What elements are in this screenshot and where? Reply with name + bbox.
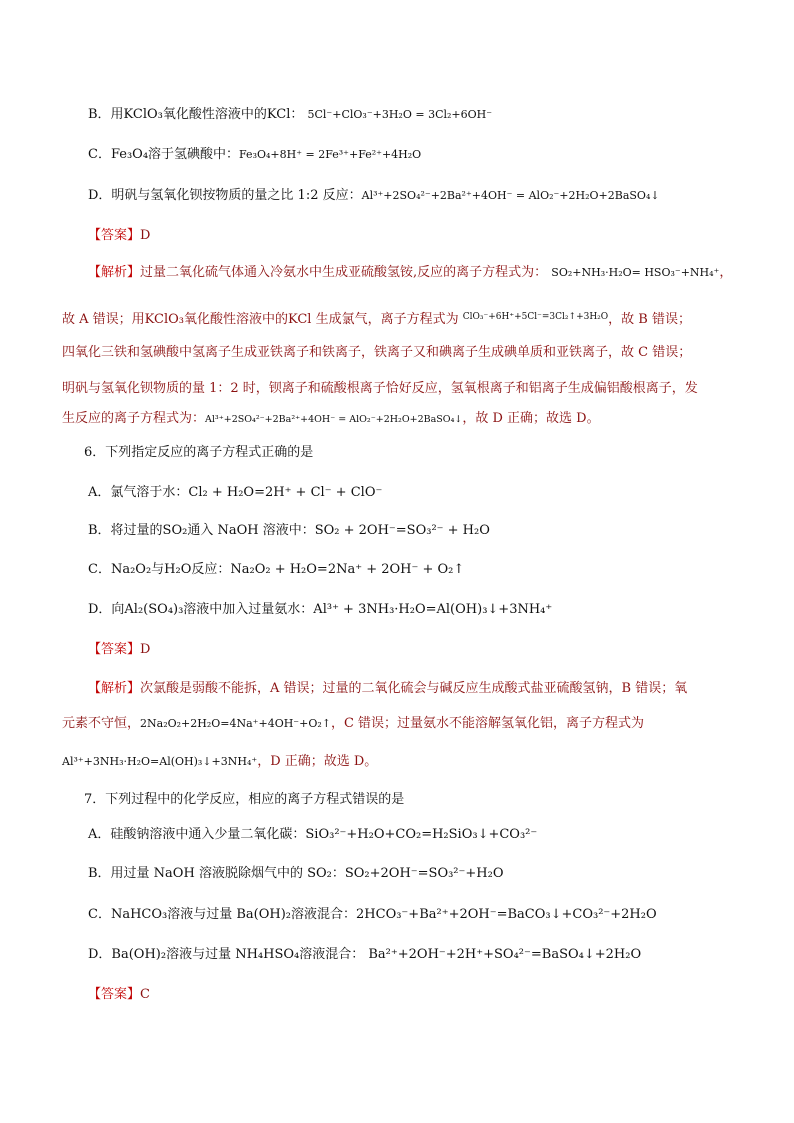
analysis-line: 四氧化三铁和氢碘酸中氢离子生成亚铁离子和铁离子，铁离子又和碘离子生成碘单质和亚铁离子，故 C 错误； [62,345,692,360]
analysis-text: ，D 正确；故选 D。 [257,754,378,769]
analysis-text: ，故 B 错误； [608,312,691,327]
equation: Al³⁺+3NH₃·H₂O=Al(OH)₃↓+3NH₄⁺ [62,755,258,768]
answer [88,641,150,659]
analysis-text: 次氯酸是弱酸不能拆，A 错误；过量的二氧化硫会与碱反应生成酸式盐亚硫酸氢钠，B 错误；氧 [140,681,688,696]
answer-value: D [140,642,151,657]
equation: 2Na₂O₂+2H₂O=4Na⁺+4OH⁻+O₂↑ [140,717,331,730]
answer-label: 【答案】 [88,642,141,657]
option-text: C．Fe₃O₄溶于氢碘酸中： [88,147,240,162]
question-stem: 6．下列指定反应的离子方程式正确的是 [84,445,314,460]
option-d [88,187,660,205]
analysis-line [62,715,644,733]
option-b [88,106,492,124]
option-c [88,146,421,164]
option-text: B．用KClO₃氧化酸性溶液中的KCl： [88,107,304,122]
answer-label: 【答案】 [88,987,141,1002]
question-stem: 7．下列过程中的化学反应，相应的离子方程式错误的是 [84,792,405,807]
analysis-text: 生反应的离子方程式为： [62,411,206,426]
analysis-text: ， [719,265,733,280]
option-a: A．硅酸钠溶液中通入少量二氧化碳：SiO₃²⁻+H₂O+CO₂=H₂SiO₃↓+CO₃²⁻ [88,827,538,842]
option-b: B．用过量 NaOH 溶液脱除烟气中的 SO₂：SO₂+2OH⁻=SO₃²⁻+H₂O [88,866,504,881]
answer-label: 【答案】 [88,228,141,243]
analysis-line [62,308,691,329]
analysis-line: 明矾与氢氧化钡物质的量 1：2 时，钡离子和硫酸根离子恰好反应，氢氧根离子和铝离子生成偏铝酸根离子，发 [62,381,698,396]
answer-value: C [140,987,150,1002]
analysis-text: 元素不守恒， [62,716,141,731]
analysis-line [62,410,600,429]
analysis-text: 故 A 错误；用KClO₃氧化酸性溶液中的KCl 生成氯气，离子方程式为 [62,312,459,327]
equation: Al³⁺+2SO₄²⁻+2Ba²⁺+4OH⁻ = AlO₂⁻+2H₂O+2BaSO₄↓ [361,189,660,202]
option-c: C．NaHCO₃溶液与过量 Ba(OH)₂溶液混合：2HCO₃⁻+Ba²⁺+2OH⁻=BaCO₃↓+CO₃²⁻+2H₂O [88,907,657,922]
equation: Al³⁺+2SO₄²⁻+2Ba²⁺+4OH⁻ = AlO₂⁻+2H₂O+2BaSO₄↓ [205,414,463,425]
option-d: D．Ba(OH)₂溶液与过量 NH₄HSO₄溶液混合： Ba²⁺+2OH⁻+2H⁺+SO₄²⁻=BaSO₄↓+2H₂O [88,947,642,962]
analysis-text: 过量二氧化硫气体通入冷氨水中生成亚硫酸氢铵,反应的离子方程式为： [140,265,548,280]
analysis-line [62,753,377,771]
answer-value: D [140,228,151,243]
option-text: D．明矾与氢氧化钡按物质的量之比 1:2 反应： [88,188,362,203]
option-b: B．将过量的SO₂通入 NaOH 溶液中：SO₂ + 2OH⁻=SO₃²⁻ + H₂O [88,523,490,538]
option-c: C．Na₂O₂与H₂O反应：Na₂O₂ + H₂O=2Na⁺ + 2OH⁻ + O₂↑ [88,562,465,577]
option-a: A．氯气溶于水：Cl₂ + H₂O=2H⁺ + Cl⁻ + ClO⁻ [88,485,383,500]
option-d: D．向Al₂(SO₄)₃溶液中加入过量氨水：Al³⁺ + 3NH₃·H₂O=Al(OH)₃↓+3NH₄⁺ [88,602,553,617]
analysis-label: 【解析】 [88,265,141,280]
equation: SO₂+NH₃·H₂O= HSO₃⁻+NH₄⁺ [551,266,720,279]
answer [88,986,150,1004]
analysis-label: 【解析】 [88,681,141,696]
analysis-text: ，C 错误；过量氨水不能溶解氢氧化铝，离子方程式为 [330,716,645,731]
equation: 5Cl⁻+ClO₃⁻+3H₂O = 3Cl₂+6OH⁻ [307,108,493,121]
analysis-line [88,680,687,698]
equation: Fe₃O₄+8H⁺ = 2Fe³⁺+Fe²⁺+4H₂O [239,148,422,161]
analysis-line [88,264,732,282]
analysis-text: ，故 D 正确；故选 D。 [462,411,600,426]
equation: ClO₃⁻+6H⁺+5Cl⁻=3Cl₂↑+3H₂O [462,312,609,322]
answer [88,227,150,245]
